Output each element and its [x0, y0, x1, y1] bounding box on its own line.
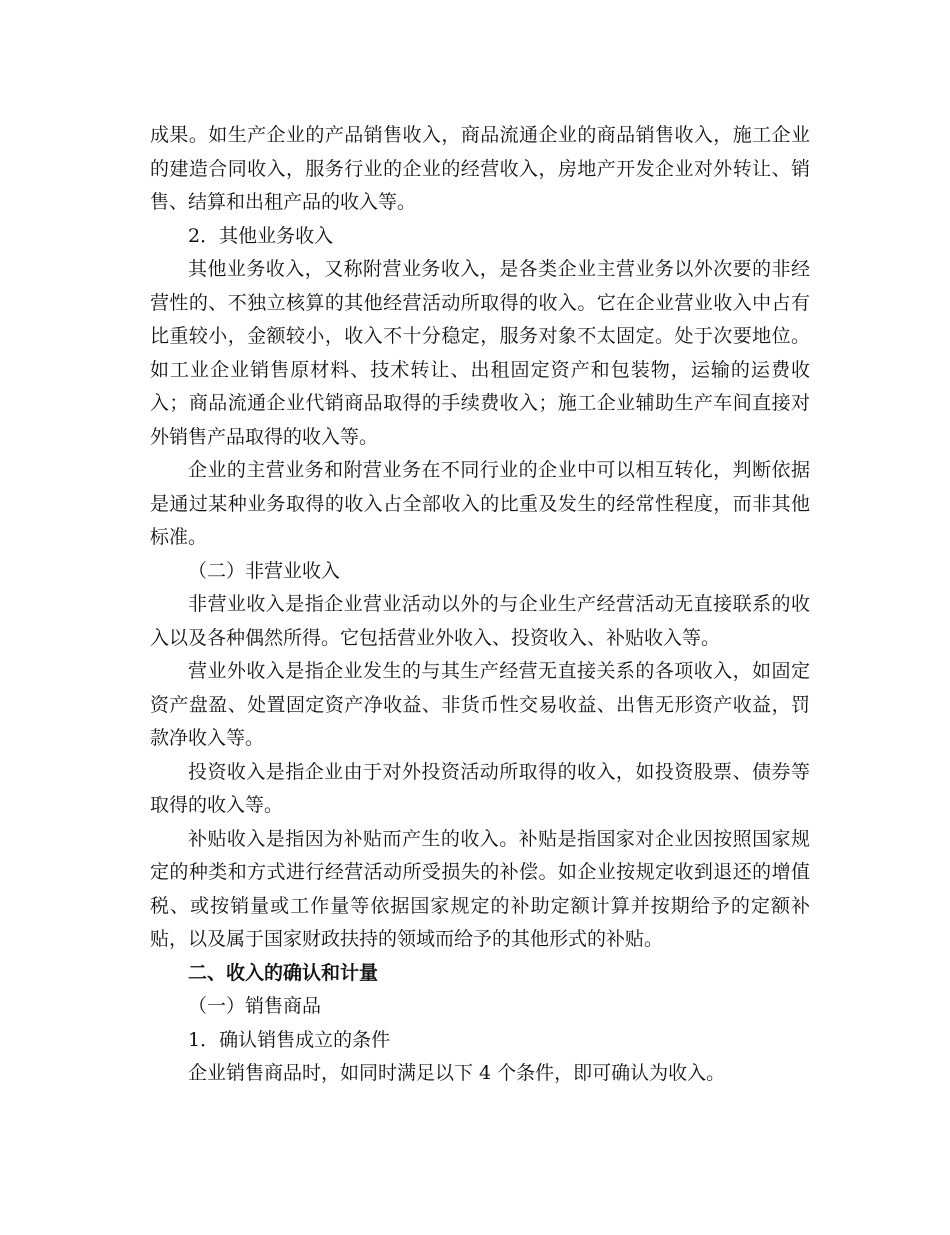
chapter-heading-recognition-measurement: 二、收入的确认和计量: [188, 961, 379, 984]
section-heading-sale-of-goods: （一）销售商品: [188, 995, 322, 1017]
paragraph-other-business-income: 其他业务收入，又称附营业务收入，是各类企业主营业务以外次要的非经营性的、不独立核算的其他经营活动所取得的收入。它在企业营业收入中占有比重较小，金额较小，收入不十分稳定，服务对象不太固定。处于次要地位。如工业企业销售原材料、技术转让、出租固定资产和包装物，运输的运费收入；商品流通企业代销商品取得的手续费收入；施工企业辅助生产车间直接对外销售产品取得的收入等。: [150, 258, 810, 448]
paragraph-extraordinary-income: 营业外收入是指企业发生的与其生产经营无直接关系的各项收入，如固定资产盘盈、处置固定资产净收益、非货币性交易收益、出售无形资产收益，罚款净收入等。: [150, 660, 810, 749]
section-heading-other-business-income: 2．其他业务收入: [188, 224, 334, 247]
section-heading-non-operating-income: （二）非营业收入: [188, 559, 341, 582]
paragraph-business-conversion: 企业的主营业务和附营业务在不同行业的企业中可以相互转化，判断依据是通过某种业务取得的收入占全部收入的比重及发生的经常性程度，而非其他标准。: [150, 459, 810, 548]
document-page: [150, 119, 810, 1091]
paragraph-continuation: 成果。如生产企业的产品销售收入，商品流通企业的商品销售收入，施工企业的建造合同收入，服务行业的企业的经营收入，房地产开发企业对外转让、销售、结算和出租产品的收入等。: [150, 124, 810, 213]
paragraph-recognition-conditions: 企业销售商品时，如同时满足以下 4 个条件，即可确认为收入。: [188, 1062, 726, 1084]
paragraph-subsidy-income: 补贴收入是指因为补贴而产生的收入。补贴是指国家对企业因按照国家规定的种类和方式进行经营活动所受损失的补偿。如企业按规定收到退还的增值税、或按销量或工作量等依据国家规定的补助定额计算并按期给予的定额补贴，以及属于国家财政扶持的领域而给予的其他形式的补贴。: [150, 827, 810, 950]
section-heading-sale-conditions: 1．确认销售成立的条件: [188, 1028, 391, 1051]
paragraph-non-operating-income: 非营业收入是指企业营业活动以外的与企业生产经营活动无直接联系的收入以及各种偶然所得。它包括营业外收入、投资收入、补贴收入等。: [150, 593, 810, 649]
paragraph-investment-income: 投资收入是指企业由于对外投资活动所取得的收入，如投资股票、债券等取得的收入等。: [150, 760, 810, 816]
